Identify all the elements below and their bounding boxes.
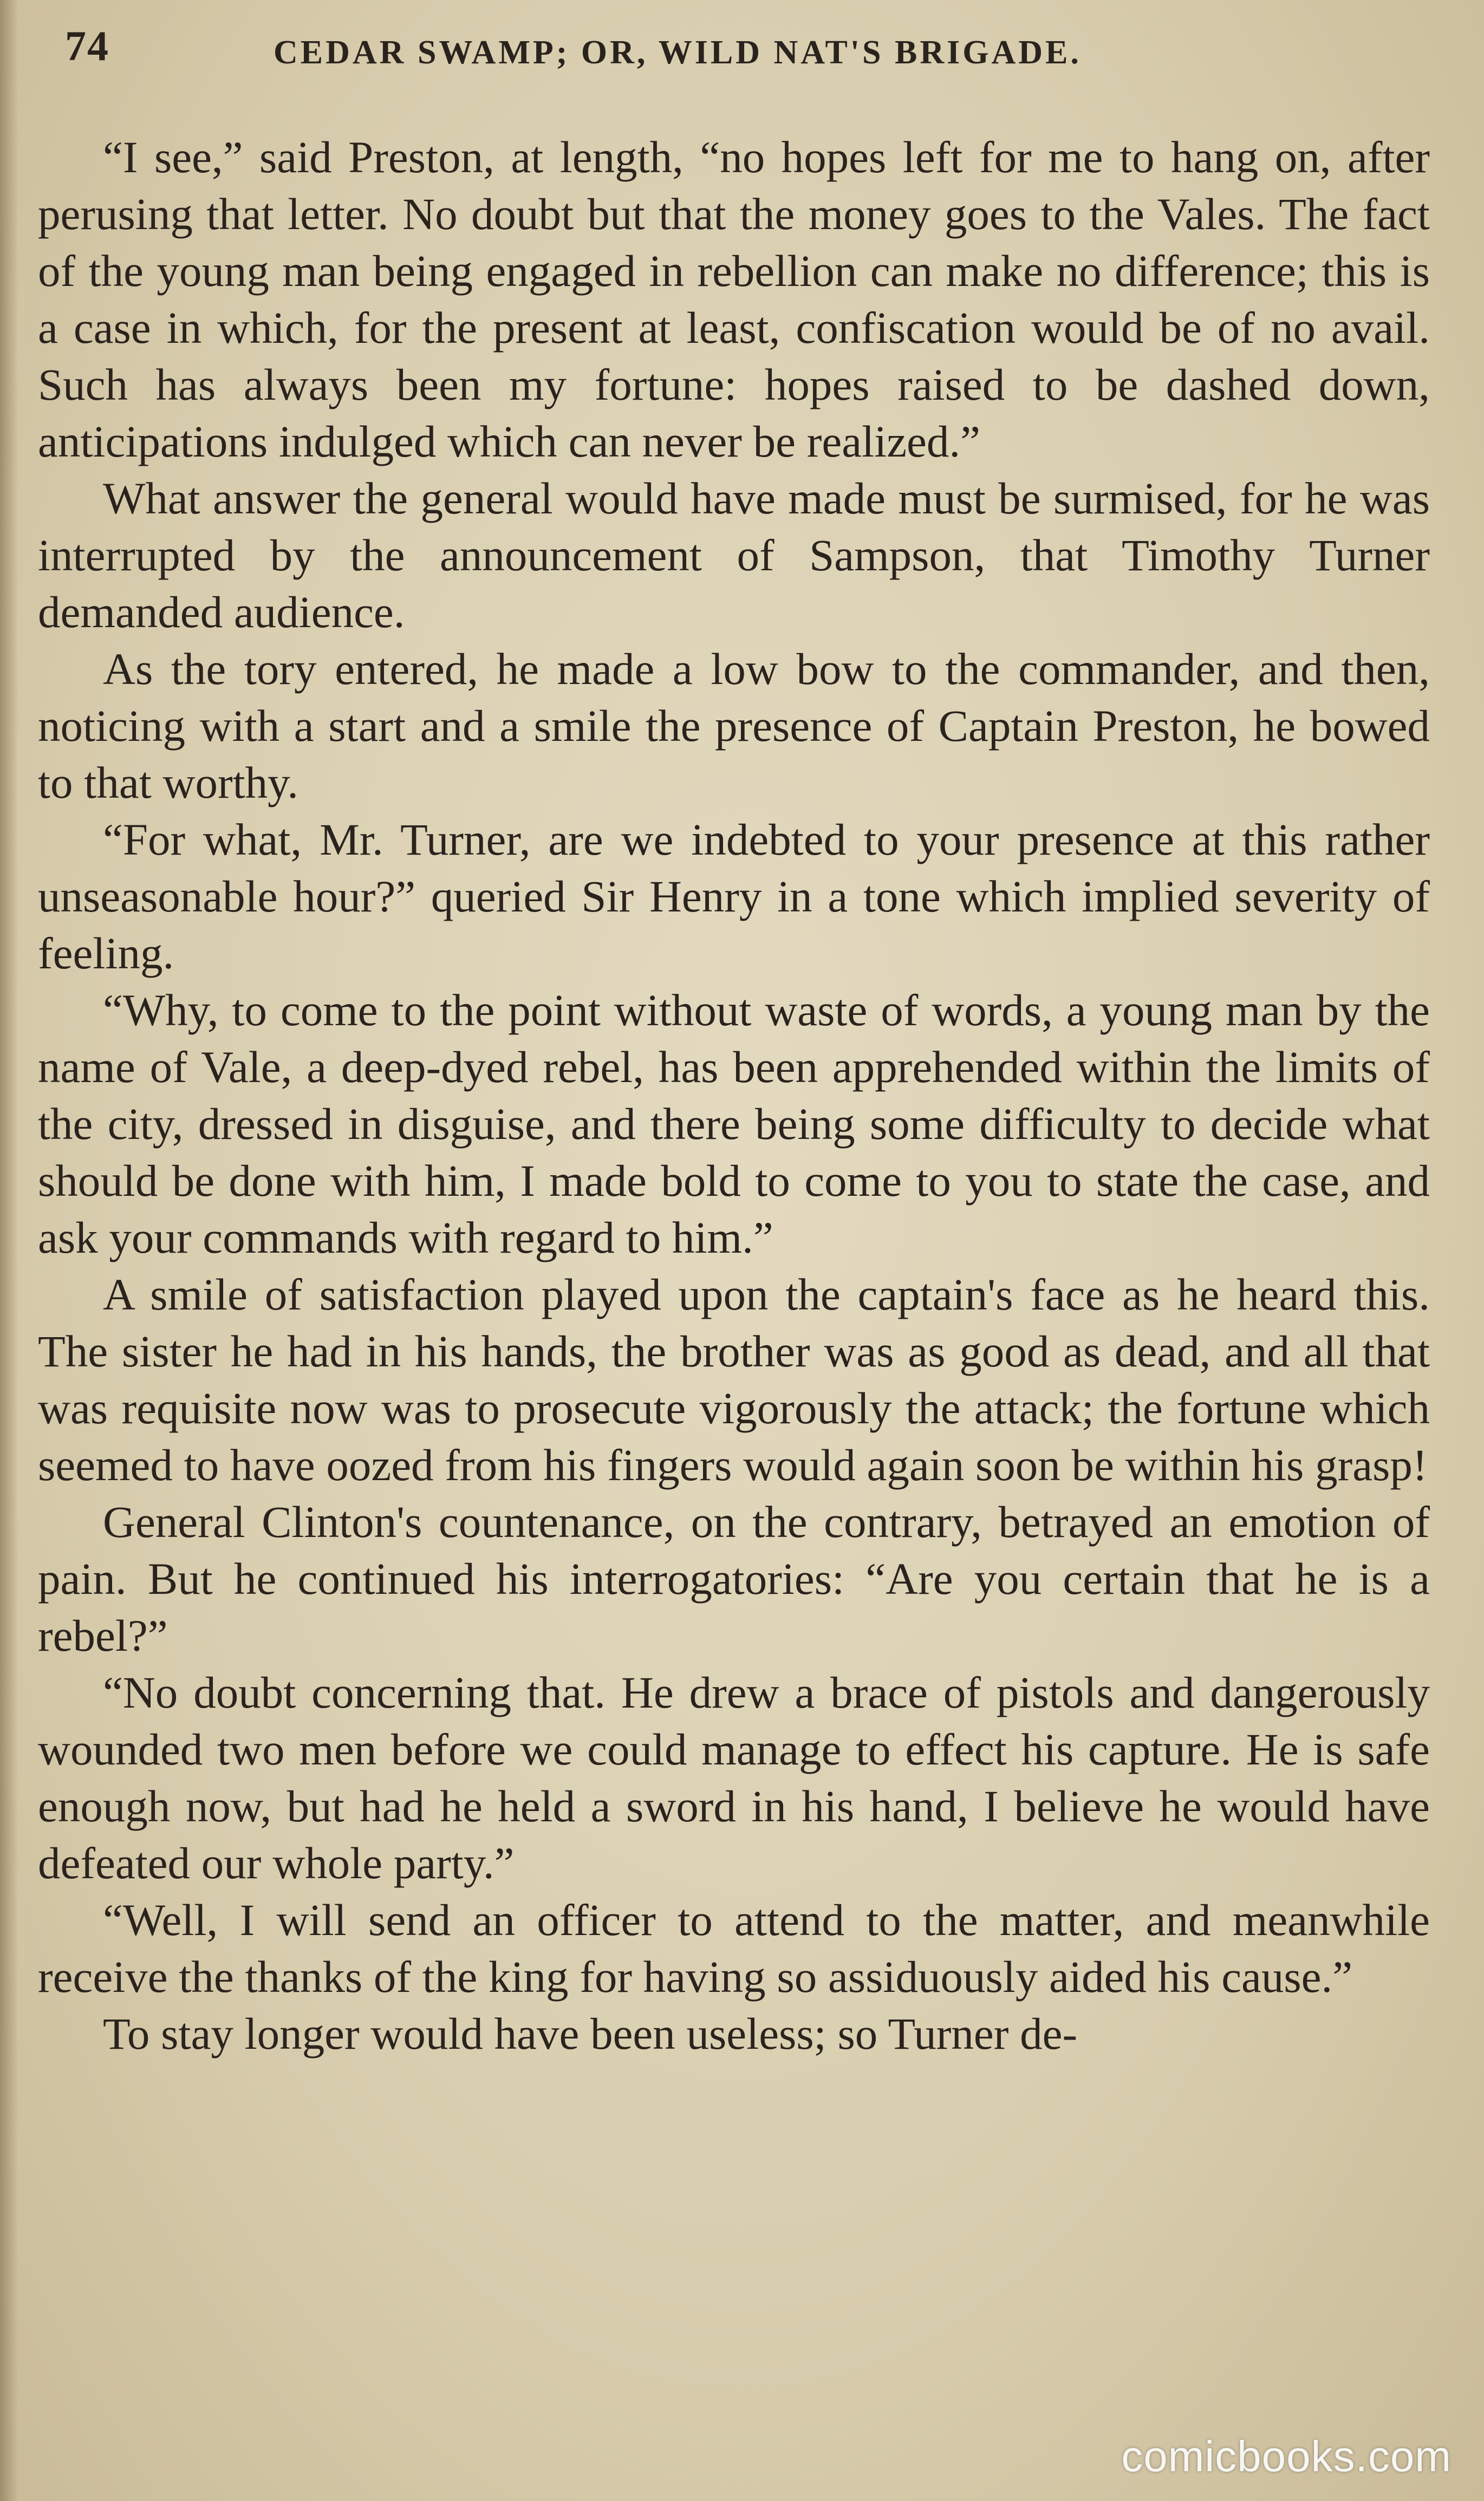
paragraph: To stay longer would have been useless; so Turner de- — [103, 2009, 1078, 2059]
paragraph: “Well, I will send an officer to attend to the matter, and meanwhile receive the thanks of the king for having so assiduously aided his cause.” — [38, 1895, 1430, 2002]
paragraph: As the tory entered, he made a low bow to the commander, and then, noticing with a start and a smile the presence of Captain Preston, he bowed to that worthy. — [38, 644, 1430, 807]
paragraph: General Clinton's countenance, on the contrary, betrayed an emotion of pain. But he continued his interrogatories: “Are you certain that he is a rebel?” — [38, 1497, 1430, 1660]
paragraph: What answer the general would have made must be surmised, for he was interrupted by the announcement of Sampson, that Timothy Turner demanded audience. — [38, 473, 1430, 637]
watermark: comicbooks.com — [1121, 2432, 1452, 2480]
paragraph: “For what, Mr. Turner, are we indebted to your presence at this rather unseasonable hour?” queried Sir Henry in a tone which implied severity of feeling. — [38, 815, 1430, 978]
running-header — [65, 22, 1430, 103]
paragraph: “Why, to come to the point without waste of words, a young man by the name of Vale, a deep-dyed rebel, has been apprehended within the limits of the city, dressed in disguise, and there being some difficulty to decide what should be done with him, I made bold to come to you to state the case, and ask your commands with regard to him.” — [38, 985, 1430, 1262]
paragraph: “I see,” said Preston, at length, “no hopes left for me to hang on, after perusing that letter. No doubt but that the money goes to the Vales. The fact of the young man being engaged in rebellion can make no difference; this is a case in which, for the present at least, confiscation would be of no avail. Such has always been my fortune: hopes raised to be dashed down, anticipations indulged which can never be realized.” — [38, 132, 1430, 466]
page-gutter-shadow — [0, 0, 18, 2501]
paragraph: “No doubt concerning that. He drew a brace of pistols and dangerously wounded two men before we could manage to effect his capture. He is safe enough now, but had he held a sword in his hand, I believe he would have defeated our whole party.” — [38, 1668, 1430, 1888]
page-number: 74 — [65, 22, 109, 69]
body-text — [38, 129, 1430, 2062]
running-title: CEDAR SWAMP; OR, WILD NAT'S BRIGADE. — [274, 34, 1082, 71]
paragraph: A smile of satisfaction played upon the captain's face as he heard this. The sister he had in his hands, the brother was as good as dead, and all that was requisite now was to prosecute vigorously the attack; the fortune which seemed to have oozed from his fingers would again soon be within his grasp! — [38, 1269, 1430, 1490]
